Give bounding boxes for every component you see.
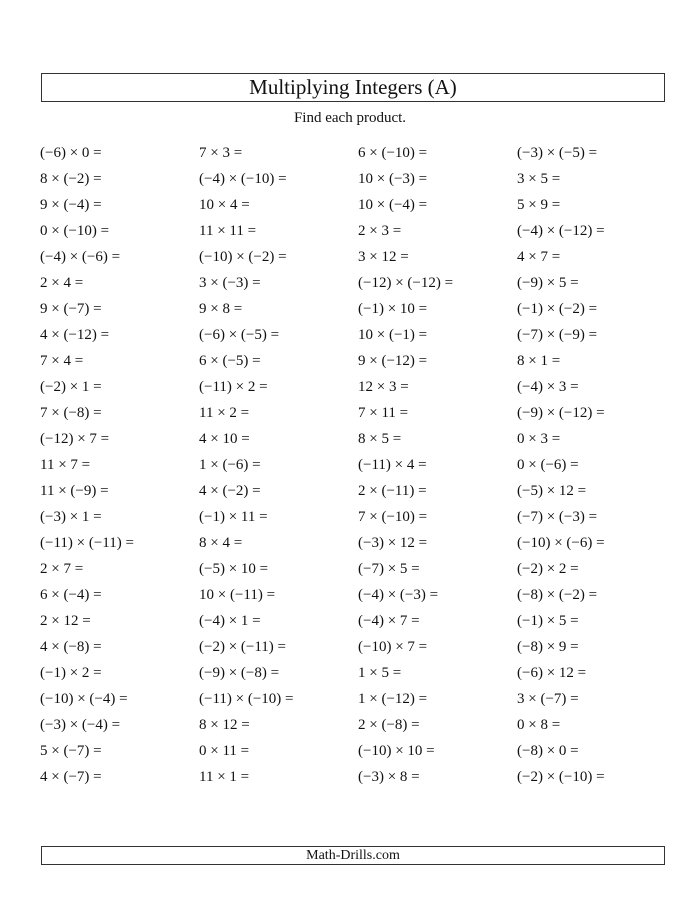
problem-item: 2 × 4 = <box>40 275 84 291</box>
footer-box <box>41 846 665 865</box>
problem-item: 4 × 7 = <box>517 249 561 265</box>
problem-item: (−4) × (−12) = <box>517 223 605 239</box>
problem-item: 7 × 11 = <box>358 405 409 421</box>
problem-item: 9 × (−12) = <box>358 353 428 369</box>
problem-item: (−9) × 5 = <box>517 275 579 291</box>
problem-item: 6 × (−5) = <box>199 353 261 369</box>
problem-item: 5 × (−7) = <box>40 743 102 759</box>
problem-item: (−7) × (−9) = <box>517 327 598 343</box>
problem-item: 11 × 1 = <box>199 769 250 785</box>
problem-item: (−2) × (−11) = <box>199 639 287 655</box>
problem-item: (−10) × 7 = <box>358 639 428 655</box>
problem-item: 11 × 7 = <box>40 457 91 473</box>
problem-item: 3 × 5 = <box>517 171 561 187</box>
problem-item: (−7) × 5 = <box>358 561 420 577</box>
problem-item: 0 × 11 = <box>199 743 250 759</box>
problem-item: (−6) × 0 = <box>40 145 102 161</box>
problem-item: (−6) × (−5) = <box>199 327 280 343</box>
title-box <box>41 73 665 102</box>
problem-item: 6 × (−4) = <box>40 587 102 603</box>
problem-item: (−2) × 2 = <box>517 561 579 577</box>
problem-item: (−10) × 10 = <box>358 743 435 759</box>
problem-item: 8 × 1 = <box>517 353 561 369</box>
problem-item: 11 × (−9) = <box>40 483 109 499</box>
problem-item: 10 × (−1) = <box>358 327 428 343</box>
problem-item: 4 × (−2) = <box>199 483 261 499</box>
problem-item: 7 × (−8) = <box>40 405 102 421</box>
problem-item: 3 × (−7) = <box>517 691 579 707</box>
problem-item: 7 × 3 = <box>199 145 243 161</box>
problem-item: (−2) × (−10) = <box>517 769 605 785</box>
problem-item: 9 × (−4) = <box>40 197 102 213</box>
problem-item: 5 × 9 = <box>517 197 561 213</box>
problem-item: 0 × 8 = <box>517 717 561 733</box>
problem-item: 11 × 2 = <box>199 405 250 421</box>
problem-grid <box>40 144 672 794</box>
problem-item: 0 × 3 = <box>517 431 561 447</box>
problem-item: (−4) × 3 = <box>517 379 579 395</box>
problem-item: (−12) × 7 = <box>40 431 110 447</box>
problem-item: (−11) × (−10) = <box>199 691 294 707</box>
problem-item: 9 × (−7) = <box>40 301 102 317</box>
problem-item: (−3) × 1 = <box>40 509 102 525</box>
problem-item: 8 × (−2) = <box>40 171 102 187</box>
problem-item: (−8) × 0 = <box>517 743 579 759</box>
problem-item: 10 × (−11) = <box>199 587 276 603</box>
problem-item: (−9) × (−12) = <box>517 405 605 421</box>
problem-item: (−11) × 4 = <box>358 457 427 473</box>
problem-item: (−8) × 9 = <box>517 639 579 655</box>
problem-item: (−7) × (−3) = <box>517 509 598 525</box>
problem-item: 4 × (−7) = <box>40 769 102 785</box>
problem-item: (−12) × (−12) = <box>358 275 454 291</box>
problem-item: 8 × 12 = <box>199 717 250 733</box>
problem-item: (−3) × (−5) = <box>517 145 598 161</box>
problem-item: (−1) × 10 = <box>358 301 428 317</box>
problem-item: 7 × (−10) = <box>358 509 428 525</box>
problem-item: 10 × 4 = <box>199 197 250 213</box>
problem-item: 2 × (−8) = <box>358 717 420 733</box>
worksheet-title: Multiplying Integers (A) <box>249 75 457 99</box>
problem-item: (−5) × 12 = <box>517 483 587 499</box>
problem-item: 3 × (−3) = <box>199 275 261 291</box>
problem-item: (−4) × (−6) = <box>40 249 121 265</box>
problem-item: 11 × 11 = <box>199 223 257 239</box>
problem-item: 6 × (−10) = <box>358 145 428 161</box>
problem-item: (−3) × 8 = <box>358 769 420 785</box>
instructions: Find each product. <box>293 110 407 126</box>
problem-item: (−3) × 12 = <box>358 535 428 551</box>
problem-item: 4 × 10 = <box>199 431 250 447</box>
problem-item: (−6) × 12 = <box>517 665 587 681</box>
problem-item: (−9) × (−8) = <box>199 665 280 681</box>
problem-item: 10 × (−4) = <box>358 197 428 213</box>
problem-item: 1 × 5 = <box>358 665 402 681</box>
problem-item: (−10) × (−4) = <box>40 691 128 707</box>
problem-item: 4 × (−8) = <box>40 639 102 655</box>
problem-item: (−4) × (−10) = <box>199 171 287 187</box>
problem-item: (−10) × (−6) = <box>517 535 605 551</box>
problem-item: 0 × (−10) = <box>40 223 110 239</box>
problem-item: (−5) × 10 = <box>199 561 269 577</box>
problem-item: (−1) × 5 = <box>517 613 579 629</box>
problem-item: (−1) × (−2) = <box>517 301 598 317</box>
problem-item: (−4) × 1 = <box>199 613 261 629</box>
problem-item: 2 × 3 = <box>358 223 402 239</box>
problem-item: 2 × 12 = <box>40 613 91 629</box>
problem-item: 10 × (−3) = <box>358 171 428 187</box>
problem-item: (−1) × 11 = <box>199 509 268 525</box>
problem-item: (−3) × (−4) = <box>40 717 121 733</box>
problem-item: 2 × 7 = <box>40 561 84 577</box>
problem-item: 0 × (−6) = <box>517 457 579 473</box>
problem-item: (−4) × 7 = <box>358 613 420 629</box>
problem-item: 3 × 12 = <box>358 249 409 265</box>
problem-item: 1 × (−12) = <box>358 691 428 707</box>
problem-item: 9 × 8 = <box>199 301 243 317</box>
problem-item: 12 × 3 = <box>358 379 409 395</box>
problem-item: (−11) × 2 = <box>199 379 268 395</box>
problem-item: 1 × (−6) = <box>199 457 261 473</box>
problem-item: 8 × 4 = <box>199 535 243 551</box>
problem-item: (−11) × (−11) = <box>40 535 134 551</box>
problem-item: 8 × 5 = <box>358 431 402 447</box>
problem-item: (−1) × 2 = <box>40 665 102 681</box>
problem-item: (−8) × (−2) = <box>517 587 598 603</box>
footer-credit: Math-Drills.com <box>306 847 400 863</box>
problem-item: 2 × (−11) = <box>358 483 427 499</box>
problem-item: (−10) × (−2) = <box>199 249 287 265</box>
problem-item: (−2) × 1 = <box>40 379 102 395</box>
problem-item: 4 × (−12) = <box>40 327 110 343</box>
problem-item: (−4) × (−3) = <box>358 587 439 603</box>
problem-item: 7 × 4 = <box>40 353 84 369</box>
